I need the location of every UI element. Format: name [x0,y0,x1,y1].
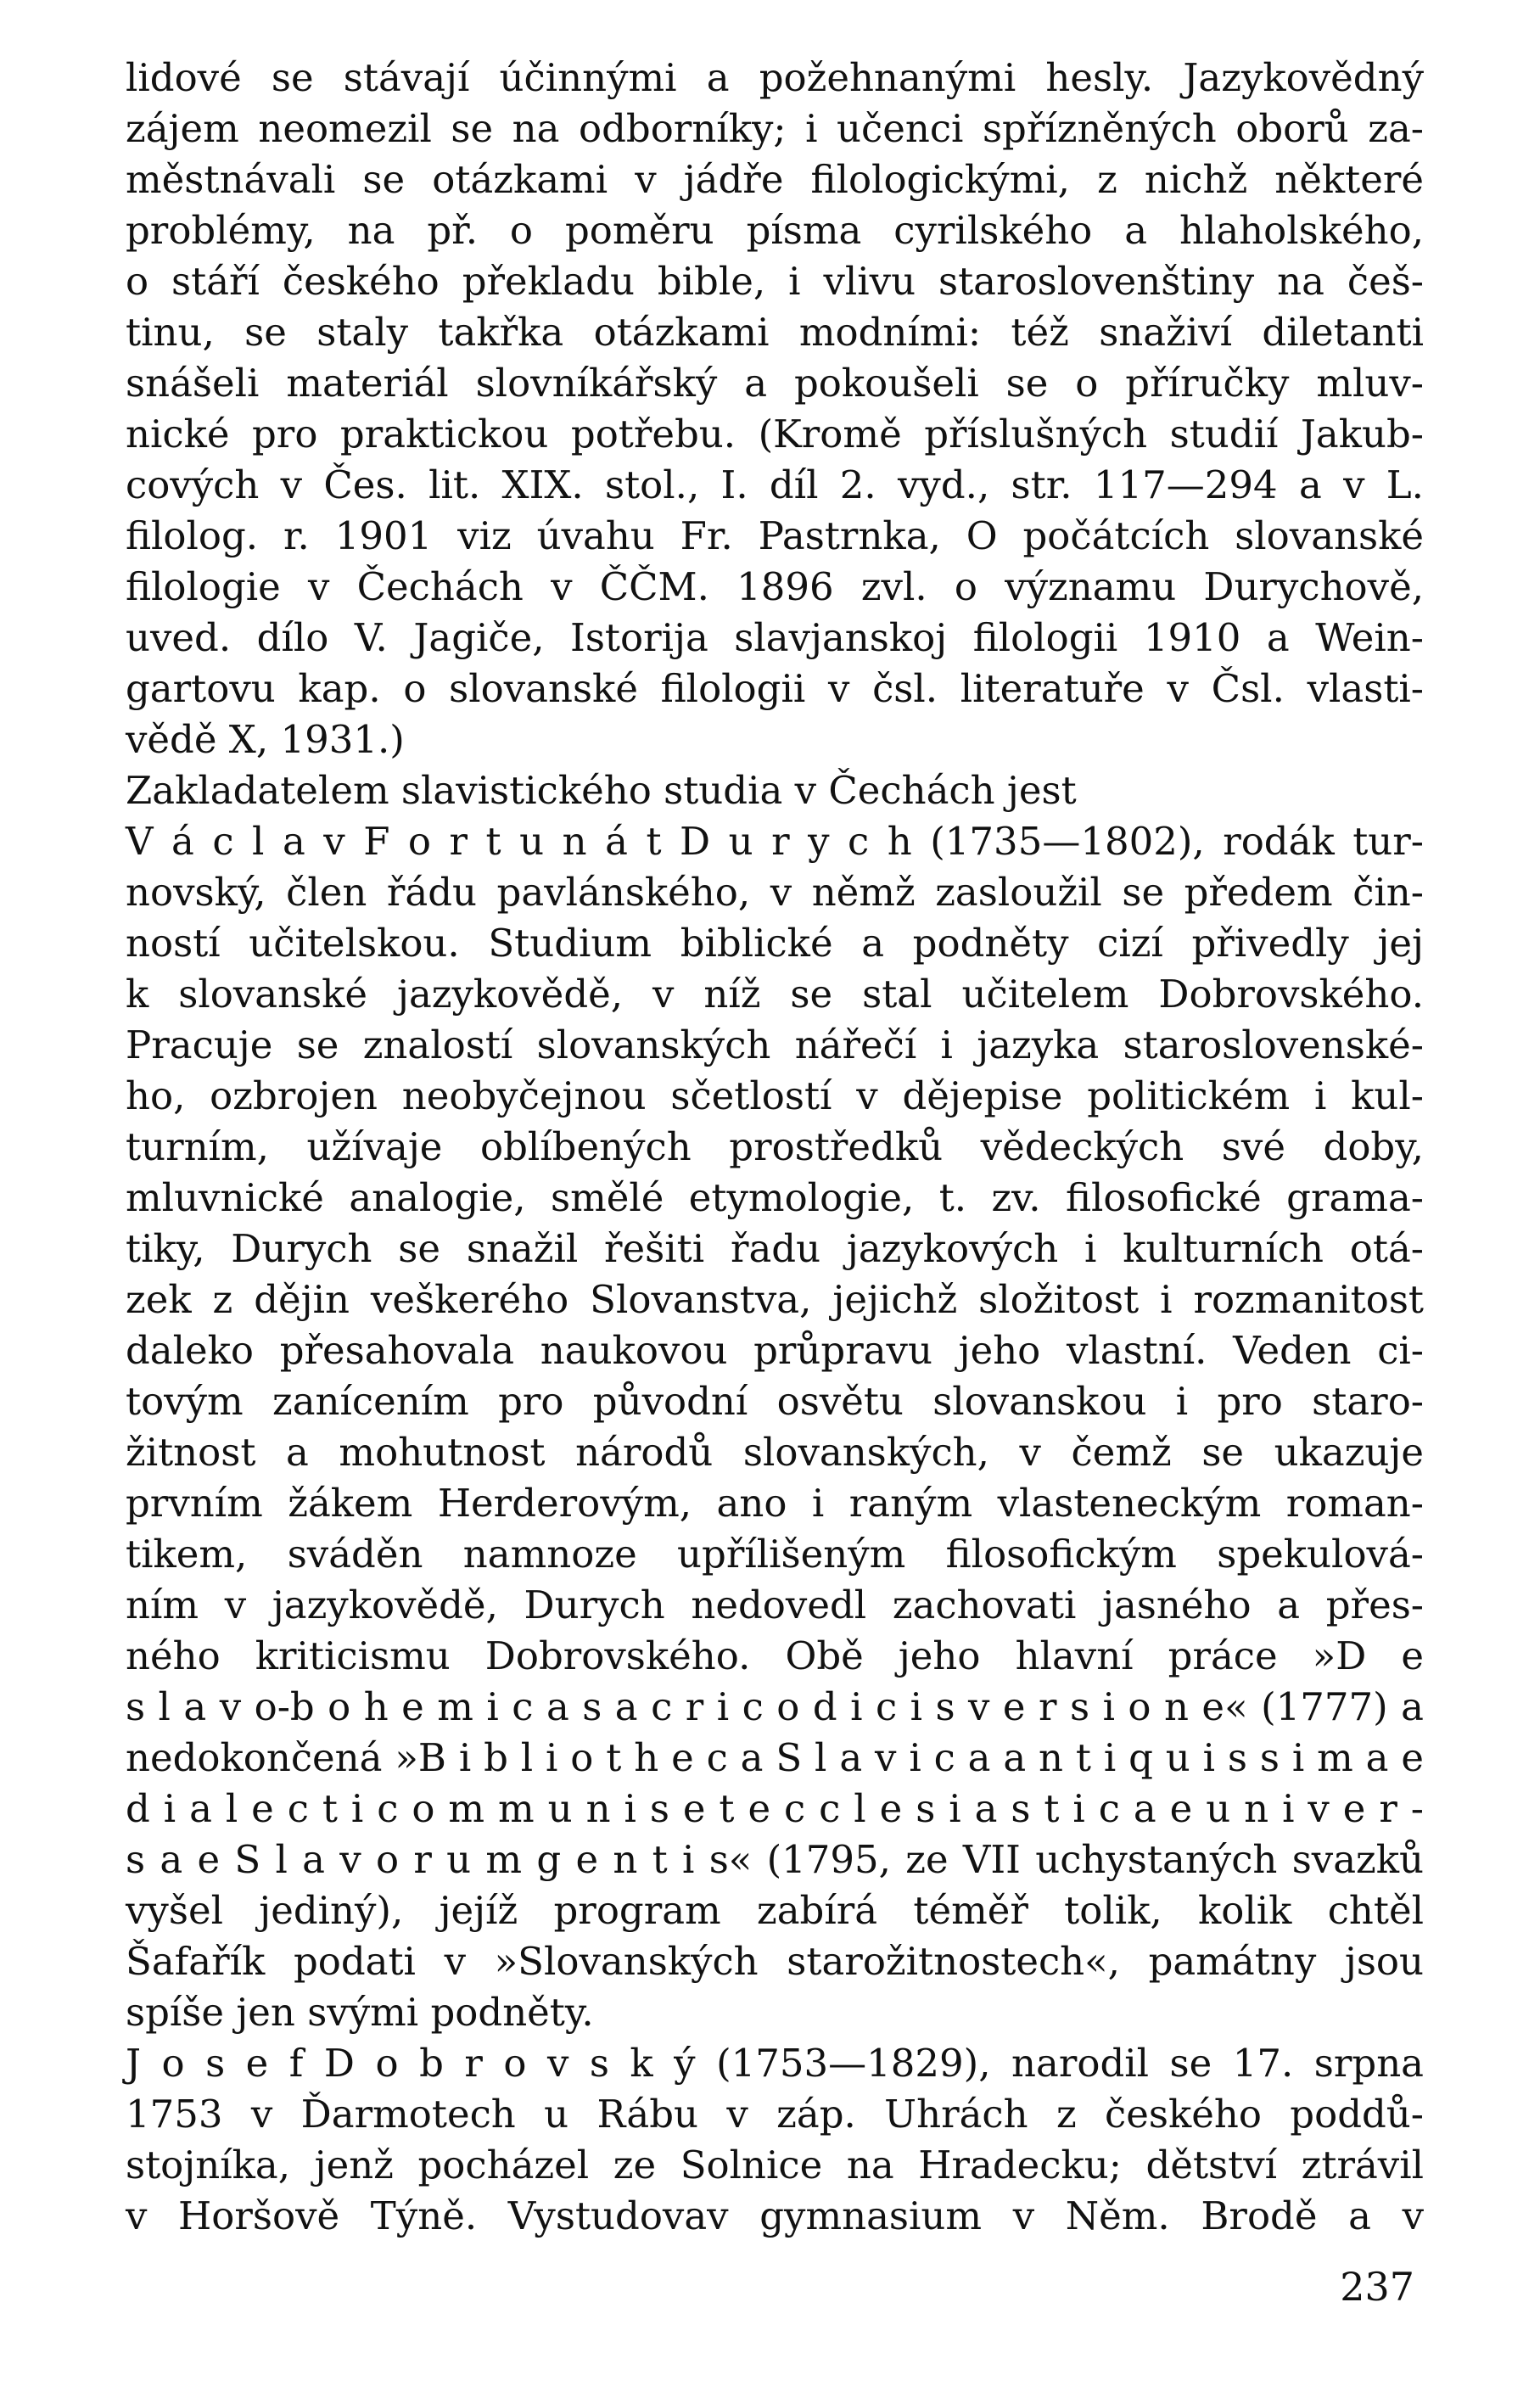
text-line: s l a v o-b o h e m i c a s a c r i c o d i c i s v e r s i o n e« (1777) a [126,1684,1424,1729]
text-line: spíše jen svými podněty. [126,1990,594,2035]
text-line: žitnost a mohutnost národů slovanských, v čemž se ukazuje [126,1430,1424,1475]
text-line: lidové se stávají účinnými a požehnanými hesly. Jazykovědný [126,55,1424,100]
text-line: gartovu kap. o slovanské filologii v čsl. literatuře v Čsl. vlasti- [126,666,1424,711]
text-line: filolog. r. 1901 viz úvahu Fr. Pastrnka, O počátcích slovanské [126,513,1424,558]
text-line: tiky, Durych se snažil řešiti řadu jazykových i kulturních otá- [126,1226,1424,1271]
text-line: nické pro praktickou potřebu. (Kromě příslušných studií Jakub- [126,412,1424,457]
paragraph-2 [126,765,1424,2038]
text-line: Zakladatelem slavistického studia v Čechách jest [126,768,1077,813]
text-line: turním, užívaje oblíbených prostředků vědeckých své doby, [126,1124,1424,1169]
text-line: ho, ozbrojen neobyčejnou sčetlostí v dějepise politickém i kul- [126,1073,1424,1118]
text-line: s a e S l a v o r u m g e n t i s« (1795, ze VII uchystaných svazků [126,1837,1424,1882]
text-line: daleko přesahovala naukovou průpravu jeho vlastní. Veden ci- [126,1328,1424,1373]
text-line: prvním žákem Herderovým, ano i raným vlasteneckým roman- [126,1481,1424,1526]
text-line: ného kriticismu Dobrovského. Obě jeho hlavní práce »D e [126,1633,1424,1678]
page-number: 237 [1340,2264,1414,2310]
text-line: Šafařík podati v »Slovanských starožitnostech«, památny jsou [126,1939,1424,1984]
text-line: J o s e f D o b r o v s k ý (1753—1829), narodil se 17. srpna [126,2041,1424,2086]
text-line: k slovanské jazykovědě, v níž se stal učitelem Dobrovského. [126,972,1424,1017]
text-line: ností učitelskou. Studium biblické a podněty cizí přivedly jej [126,921,1424,966]
paragraph-1 [126,53,1424,765]
text-line: o stáří českého překladu bible, i vlivu staroslovenštiny na češ- [126,259,1424,304]
text-line: snášeli materiál slovníkářský a pokoušeli se o příručky mluv- [126,361,1424,406]
text-line: filologie v Čechách v ČČM. 1896 zvl. o významu Durychově, [126,564,1424,609]
text-line: mluvnické analogie, smělé etymologie, t. zv. filosofické grama- [126,1175,1424,1220]
text-line: V á c l a v F o r t u n á t D u r y c h (1735—1802), rodák tur- [126,819,1424,864]
text-line: novský, člen řádu pavlánského, v němž zasloužil se předem čin- [126,870,1424,915]
text-line: tinu, se staly takřka otázkami modními: též snaživí diletanti [126,310,1424,355]
text-line: d i a l e c t i c o m m u n i s e t e c c l e s i a s t i c a e u n i v e r - [126,1786,1424,1831]
paragraph-3 [126,2038,1424,2242]
text-line: zek z dějin veškerého Slovanstva, jejichž složitost i rozmanitost [126,1277,1424,1322]
text-line: cových v Čes. lit. XIX. stol., I. díl 2. vyd., str. 117—294 a v L. [126,462,1424,507]
text-line: vyšel jediný), jejíž program zabírá téměř tolik, kolik chtěl [126,1888,1424,1933]
text-line: ním v jazykovědě, Durych nedovedl zachovati jasného a přes- [126,1582,1424,1627]
text-line: vědě X, 1931.) [126,717,405,762]
text-line: uved. dílo V. Jagiče, Istorija slavjanskoj filologii 1910 a Wein- [126,615,1424,660]
text-line: tikem, sváděn namnoze upřílišeným filosofickým spekulová- [126,1532,1424,1577]
text-line: nedokončená »B i b l i o t h e c a S l a v i c a a n t i q u i s s i m a e [126,1735,1424,1780]
text-line: problémy, na př. o poměru písma cyrilského a hlaholského, [126,208,1424,253]
text-line: stojníka, jenž pocházel ze Solnice na Hradecku; dětství ztrávil [126,2143,1424,2187]
text-line: městnávali se otázkami v jádře filologickými, z nichž některé [126,157,1424,202]
page-body [126,53,1424,2242]
text-line: Pracuje se znalostí slovanských nářečí i jazyka staroslovenské- [126,1022,1424,1067]
text-line: tovým zanícením pro původní osvětu slovanskou i pro staro- [126,1379,1424,1424]
text-line: v Horšově Týně. Vystudovav gymnasium v Něm. Brodě a v [126,2193,1424,2238]
text-line: zájem neomezil se na odborníky; i učenci spřízněných oborů za- [126,106,1424,151]
text-line: 1753 v Ďarmotech u Rábu v záp. Uhrách z českého poddů- [126,2092,1424,2137]
